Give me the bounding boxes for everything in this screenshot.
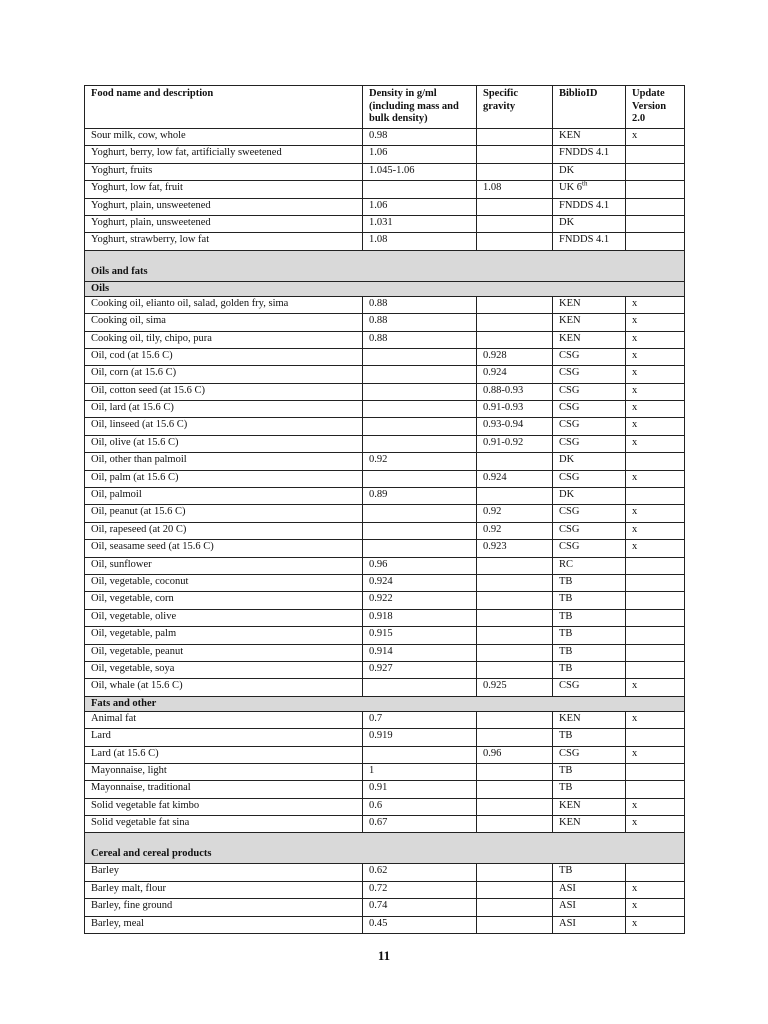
specific-gravity-cell: 0.92 <box>477 522 553 539</box>
food-name-cell: Oil, vegetable, peanut <box>85 644 363 661</box>
biblioid-cell: TB <box>553 592 626 609</box>
table-row <box>85 181 685 198</box>
density-cell: 0.96 <box>363 557 477 574</box>
header-density: Density in g/ml (including mass and bulk density) <box>363 86 477 129</box>
specific-gravity-cell <box>477 163 553 180</box>
specific-gravity-cell: 0.925 <box>477 679 553 696</box>
update-cell <box>626 453 685 470</box>
density-cell: 0.915 <box>363 627 477 644</box>
biblioid-cell: CSG <box>553 746 626 763</box>
table-row <box>85 899 685 916</box>
update-cell: x <box>626 916 685 933</box>
update-cell <box>626 609 685 626</box>
density-table-container <box>84 85 684 934</box>
table-row <box>85 435 685 452</box>
density-cell <box>363 746 477 763</box>
density-cell <box>363 366 477 383</box>
food-name-cell: Barley <box>85 864 363 881</box>
biblioid-cell: KEN <box>553 129 626 146</box>
biblioid-cell: KEN <box>553 296 626 313</box>
table-row <box>85 488 685 505</box>
food-name-cell: Cooking oil, elianto oil, salad, golden fry, sima <box>85 296 363 313</box>
specific-gravity-cell <box>477 198 553 215</box>
biblioid-cell: TB <box>553 609 626 626</box>
specific-gravity-cell <box>477 644 553 661</box>
specific-gravity-cell <box>477 864 553 881</box>
update-cell: x <box>626 746 685 763</box>
biblioid-cell: CSG <box>553 505 626 522</box>
density-table <box>84 85 685 934</box>
density-cell <box>363 505 477 522</box>
update-cell: x <box>626 711 685 728</box>
density-cell: 1 <box>363 763 477 780</box>
update-cell <box>626 146 685 163</box>
food-name-cell: Mayonnaise, light <box>85 763 363 780</box>
specific-gravity-cell <box>477 233 553 250</box>
density-cell: 0.72 <box>363 881 477 898</box>
subsection-title: Oils <box>85 281 685 296</box>
density-cell: 0.919 <box>363 729 477 746</box>
food-name-cell: Cooking oil, tily, chipo, pura <box>85 331 363 348</box>
biblioid-cell: TB <box>553 627 626 644</box>
food-name-cell: Barley malt, flour <box>85 881 363 898</box>
biblioid-cell: UK 6th <box>553 181 626 198</box>
specific-gravity-cell <box>477 798 553 815</box>
biblioid-cell: TB <box>553 644 626 661</box>
biblioid-cell: TB <box>553 864 626 881</box>
update-cell <box>626 763 685 780</box>
biblioid-cell: DK <box>553 163 626 180</box>
specific-gravity-cell <box>477 763 553 780</box>
specific-gravity-cell: 0.93-0.94 <box>477 418 553 435</box>
biblioid-cell: CSG <box>553 418 626 435</box>
density-cell: 0.62 <box>363 864 477 881</box>
food-name-cell: Yoghurt, strawberry, low fat <box>85 233 363 250</box>
table-row <box>85 233 685 250</box>
biblioid-cell: TB <box>553 574 626 591</box>
density-cell: 0.918 <box>363 609 477 626</box>
biblioid-cell: TB <box>553 781 626 798</box>
table-row <box>85 505 685 522</box>
update-cell <box>626 644 685 661</box>
specific-gravity-cell <box>477 661 553 678</box>
specific-gravity-cell <box>477 215 553 232</box>
update-cell: x <box>626 540 685 557</box>
food-name-cell: Oil, vegetable, olive <box>85 609 363 626</box>
food-name-cell: Oil, sunflower <box>85 557 363 574</box>
density-cell: 0.88 <box>363 331 477 348</box>
table-row <box>85 163 685 180</box>
food-name-cell: Oil, whale (at 15.6 C) <box>85 679 363 696</box>
specific-gravity-cell: 0.96 <box>477 746 553 763</box>
food-name-cell: Animal fat <box>85 711 363 728</box>
food-name-cell: Yoghurt, plain, unsweetened <box>85 215 363 232</box>
specific-gravity-cell <box>477 331 553 348</box>
food-name-cell: Solid vegetable fat sina <box>85 816 363 833</box>
section-header-row <box>85 250 685 281</box>
biblioid-cell: TB <box>553 661 626 678</box>
table-row <box>85 746 685 763</box>
biblioid-cell: DK <box>553 215 626 232</box>
table-row <box>85 366 685 383</box>
table-row <box>85 146 685 163</box>
specific-gravity-cell <box>477 574 553 591</box>
update-cell: x <box>626 418 685 435</box>
table-row <box>85 711 685 728</box>
table-row <box>85 470 685 487</box>
table-row <box>85 644 685 661</box>
update-cell <box>626 557 685 574</box>
update-cell: x <box>626 505 685 522</box>
biblioid-cell: DK <box>553 453 626 470</box>
subsection-header-row <box>85 696 685 711</box>
density-cell: 0.92 <box>363 453 477 470</box>
biblioid-cell: CSG <box>553 470 626 487</box>
section-title: Oils and fats <box>85 250 685 281</box>
specific-gravity-cell <box>477 146 553 163</box>
table-row <box>85 661 685 678</box>
specific-gravity-cell: 0.924 <box>477 470 553 487</box>
food-name-cell: Oil, lard (at 15.6 C) <box>85 401 363 418</box>
specific-gravity-cell: 0.91-0.93 <box>477 401 553 418</box>
density-cell <box>363 435 477 452</box>
table-row <box>85 592 685 609</box>
update-cell <box>626 592 685 609</box>
biblioid-cell: FNDDS 4.1 <box>553 233 626 250</box>
density-cell: 0.89 <box>363 488 477 505</box>
biblioid-cell: CSG <box>553 401 626 418</box>
density-cell: 0.922 <box>363 592 477 609</box>
table-body <box>85 129 685 934</box>
biblioid-cell: CSG <box>553 522 626 539</box>
food-name-cell: Oil, corn (at 15.6 C) <box>85 366 363 383</box>
header-biblioid: BiblioID <box>553 86 626 129</box>
update-cell: x <box>626 383 685 400</box>
biblioid-cell: TB <box>553 729 626 746</box>
specific-gravity-cell: 0.88-0.93 <box>477 383 553 400</box>
update-cell: x <box>626 899 685 916</box>
biblioid-cell: KEN <box>553 314 626 331</box>
update-cell: x <box>626 522 685 539</box>
update-cell: x <box>626 881 685 898</box>
food-name-cell: Barley, meal <box>85 916 363 933</box>
update-cell: x <box>626 366 685 383</box>
specific-gravity-cell: 1.08 <box>477 181 553 198</box>
specific-gravity-cell <box>477 296 553 313</box>
subsection-header-row <box>85 281 685 296</box>
biblioid-cell: ASI <box>553 916 626 933</box>
density-cell: 0.88 <box>363 296 477 313</box>
update-cell: x <box>626 314 685 331</box>
food-name-cell: Lard (at 15.6 C) <box>85 746 363 763</box>
density-cell: 0.67 <box>363 816 477 833</box>
page-number: 11 <box>377 948 391 963</box>
update-cell <box>626 627 685 644</box>
density-cell: 1.06 <box>363 146 477 163</box>
food-name-cell: Oil, cotton seed (at 15.6 C) <box>85 383 363 400</box>
update-cell <box>626 181 685 198</box>
density-cell: 0.88 <box>363 314 477 331</box>
update-cell <box>626 574 685 591</box>
density-cell <box>363 679 477 696</box>
food-name-cell: Oil, vegetable, palm <box>85 627 363 644</box>
update-cell: x <box>626 798 685 815</box>
food-name-cell: Yoghurt, low fat, fruit <box>85 181 363 198</box>
table-row <box>85 401 685 418</box>
density-cell: 0.98 <box>363 129 477 146</box>
update-cell <box>626 661 685 678</box>
biblioid-cell: CSG <box>553 679 626 696</box>
update-cell <box>626 864 685 881</box>
biblioid-cell: KEN <box>553 816 626 833</box>
specific-gravity-cell <box>477 899 553 916</box>
biblioid-cell: CSG <box>553 348 626 365</box>
density-cell: 1.08 <box>363 233 477 250</box>
update-cell: x <box>626 296 685 313</box>
section-header-row <box>85 833 685 864</box>
food-name-cell: Mayonnaise, traditional <box>85 781 363 798</box>
update-cell <box>626 729 685 746</box>
food-name-cell: Oil, other than palmoil <box>85 453 363 470</box>
table-row <box>85 296 685 313</box>
table-row <box>85 763 685 780</box>
food-name-cell: Oil, olive (at 15.6 C) <box>85 435 363 452</box>
update-cell <box>626 781 685 798</box>
food-name-cell: Sour milk, cow, whole <box>85 129 363 146</box>
density-cell <box>363 418 477 435</box>
density-cell <box>363 383 477 400</box>
table-row <box>85 383 685 400</box>
specific-gravity-cell <box>477 453 553 470</box>
specific-gravity-cell <box>477 916 553 933</box>
biblioid-cell: KEN <box>553 711 626 728</box>
table-row <box>85 557 685 574</box>
food-name-cell: Barley, fine ground <box>85 899 363 916</box>
subsection-title: Fats and other <box>85 696 685 711</box>
density-cell <box>363 470 477 487</box>
update-cell <box>626 233 685 250</box>
density-cell: 1.031 <box>363 215 477 232</box>
specific-gravity-cell <box>477 314 553 331</box>
food-name-cell: Oil, vegetable, corn <box>85 592 363 609</box>
table-row <box>85 418 685 435</box>
table-row <box>85 816 685 833</box>
table-row <box>85 522 685 539</box>
biblioid-cell: CSG <box>553 540 626 557</box>
food-name-cell: Oil, palm (at 15.6 C) <box>85 470 363 487</box>
specific-gravity-cell <box>477 881 553 898</box>
density-cell: 1.045-1.06 <box>363 163 477 180</box>
table-row <box>85 679 685 696</box>
update-cell: x <box>626 679 685 696</box>
update-cell <box>626 198 685 215</box>
density-cell: 0.914 <box>363 644 477 661</box>
specific-gravity-cell <box>477 627 553 644</box>
food-name-cell: Oil, vegetable, coconut <box>85 574 363 591</box>
header-food-name: Food name and description <box>85 86 363 129</box>
food-name-cell: Yoghurt, fruits <box>85 163 363 180</box>
update-cell: x <box>626 470 685 487</box>
density-cell: 0.924 <box>363 574 477 591</box>
food-name-cell: Cooking oil, sima <box>85 314 363 331</box>
table-row <box>85 864 685 881</box>
biblioid-cell: FNDDS 4.1 <box>553 146 626 163</box>
specific-gravity-cell: 0.91-0.92 <box>477 435 553 452</box>
biblioid-cell: KEN <box>553 798 626 815</box>
food-name-cell: Lard <box>85 729 363 746</box>
food-name-cell: Oil, rapeseed (at 20 C) <box>85 522 363 539</box>
update-cell <box>626 163 685 180</box>
food-name-cell: Oil, palmoil <box>85 488 363 505</box>
food-name-cell: Yoghurt, berry, low fat, artificially sweetened <box>85 146 363 163</box>
density-cell: 1.06 <box>363 198 477 215</box>
table-row <box>85 540 685 557</box>
update-cell <box>626 215 685 232</box>
table-row <box>85 314 685 331</box>
biblioid-cell: ASI <box>553 899 626 916</box>
biblioid-cell: FNDDS 4.1 <box>553 198 626 215</box>
table-row <box>85 215 685 232</box>
food-name-cell: Oil, cod (at 15.6 C) <box>85 348 363 365</box>
update-cell: x <box>626 129 685 146</box>
density-cell: 0.6 <box>363 798 477 815</box>
biblioid-cell: DK <box>553 488 626 505</box>
density-cell: 0.927 <box>363 661 477 678</box>
specific-gravity-cell <box>477 592 553 609</box>
table-row <box>85 798 685 815</box>
update-cell: x <box>626 435 685 452</box>
density-cell <box>363 348 477 365</box>
food-name-cell: Oil, vegetable, soya <box>85 661 363 678</box>
density-cell <box>363 401 477 418</box>
food-name-cell: Oil, linseed (at 15.6 C) <box>85 418 363 435</box>
specific-gravity-cell <box>477 729 553 746</box>
biblioid-cell: CSG <box>553 366 626 383</box>
update-cell: x <box>626 401 685 418</box>
food-name-cell: Oil, peanut (at 15.6 C) <box>85 505 363 522</box>
biblioid-cell: RC <box>553 557 626 574</box>
food-name-cell: Solid vegetable fat kimbo <box>85 798 363 815</box>
specific-gravity-cell <box>477 557 553 574</box>
update-cell: x <box>626 816 685 833</box>
table-row <box>85 881 685 898</box>
density-cell: 0.45 <box>363 916 477 933</box>
header-update-version: Update Version 2.0 <box>626 86 685 129</box>
specific-gravity-cell <box>477 488 553 505</box>
table-row <box>85 627 685 644</box>
density-cell <box>363 522 477 539</box>
table-row <box>85 453 685 470</box>
table-row <box>85 729 685 746</box>
specific-gravity-cell <box>477 609 553 626</box>
specific-gravity-cell <box>477 711 553 728</box>
table-row <box>85 331 685 348</box>
table-row <box>85 348 685 365</box>
header-row <box>85 86 685 129</box>
table-row <box>85 609 685 626</box>
table-row <box>85 916 685 933</box>
specific-gravity-cell <box>477 816 553 833</box>
table-row <box>85 781 685 798</box>
ordinal-suffix: th <box>582 180 588 188</box>
specific-gravity-cell: 0.928 <box>477 348 553 365</box>
density-cell <box>363 540 477 557</box>
update-cell <box>626 488 685 505</box>
specific-gravity-cell: 0.924 <box>477 366 553 383</box>
biblioid-cell: ASI <box>553 881 626 898</box>
table-row <box>85 198 685 215</box>
density-cell: 0.7 <box>363 711 477 728</box>
specific-gravity-cell <box>477 129 553 146</box>
biblioid-cell: KEN <box>553 331 626 348</box>
biblioid-cell: CSG <box>553 435 626 452</box>
update-cell: x <box>626 348 685 365</box>
header-specific-gravity: Specific gravity <box>477 86 553 129</box>
specific-gravity-cell: 0.92 <box>477 505 553 522</box>
density-cell: 0.91 <box>363 781 477 798</box>
update-cell: x <box>626 331 685 348</box>
density-cell <box>363 181 477 198</box>
table-row <box>85 129 685 146</box>
table-row <box>85 574 685 591</box>
food-name-cell: Oil, seasame seed (at 15.6 C) <box>85 540 363 557</box>
biblioid-cell: TB <box>553 763 626 780</box>
food-name-cell: Yoghurt, plain, unsweetened <box>85 198 363 215</box>
section-title: Cereal and cereal products <box>85 833 685 864</box>
specific-gravity-cell <box>477 781 553 798</box>
biblioid-cell: CSG <box>553 383 626 400</box>
density-cell: 0.74 <box>363 899 477 916</box>
specific-gravity-cell: 0.923 <box>477 540 553 557</box>
